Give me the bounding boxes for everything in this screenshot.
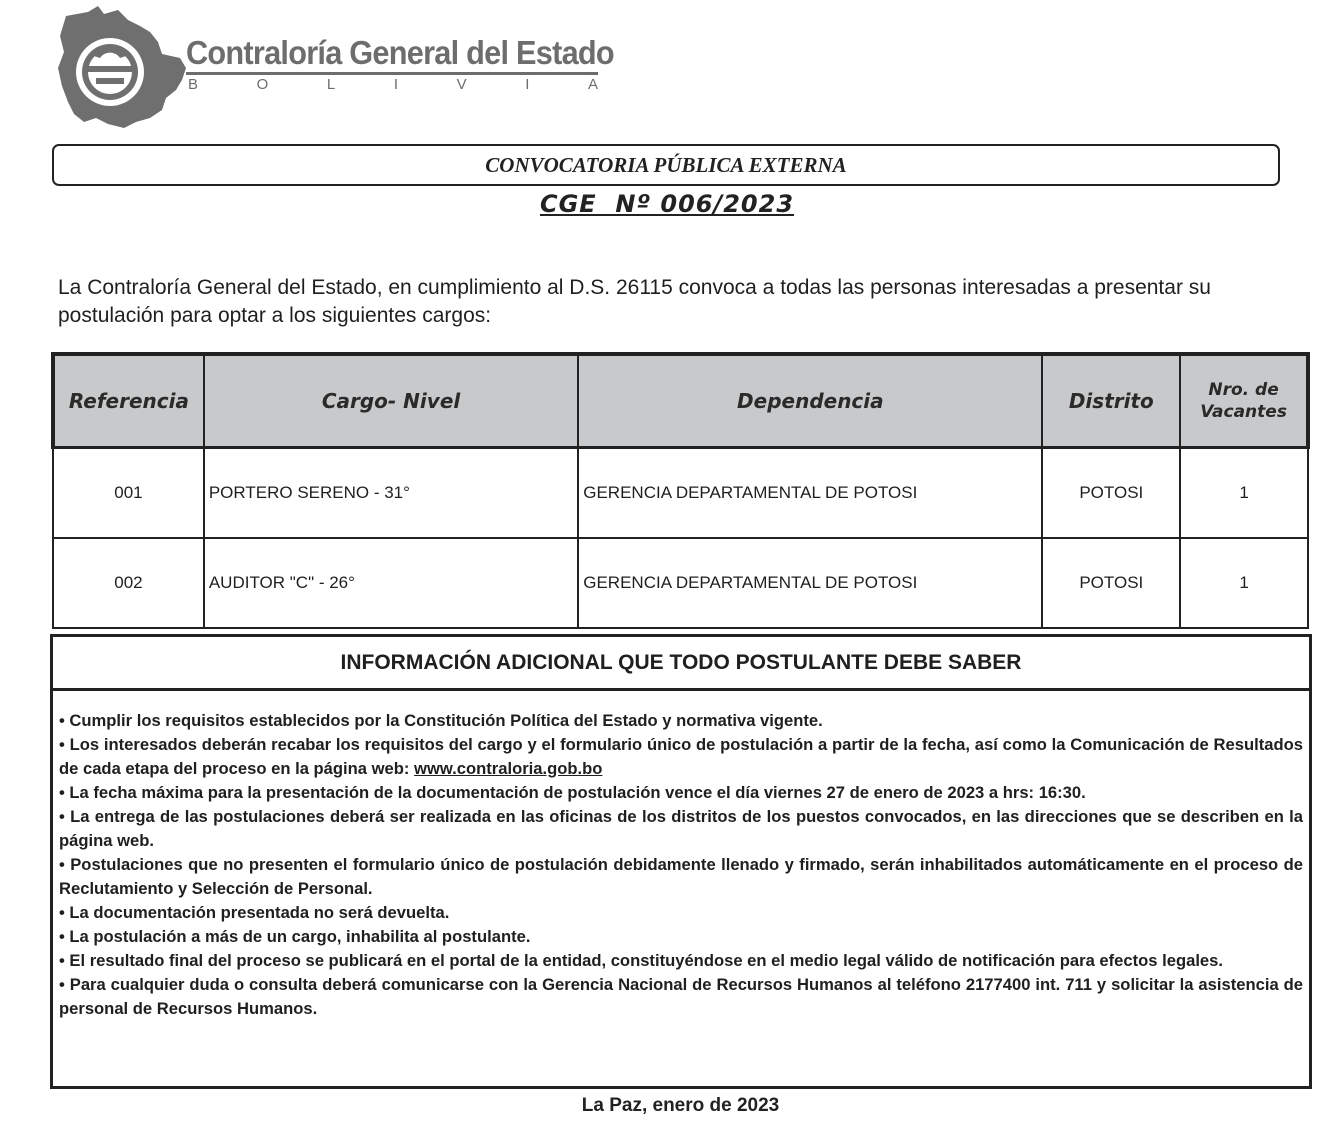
list-item <box>59 733 1303 781</box>
list-item: • La entrega de las postulaciones deberá ser realizada en las oficinas de los distritos de los puestos convocados, en las direcciones que se describen en la página web. <box>59 807 1303 850</box>
cell-dependencia: GERENCIA DEPARTAMENTAL DE POTOSI <box>578 538 1042 628</box>
logo-country <box>188 76 598 93</box>
cell-dependencia: GERENCIA DEPARTAMENTAL DE POTOSI <box>578 448 1042 539</box>
header-distrito: Distrito <box>1042 354 1180 448</box>
logo-letter: O <box>256 76 269 93</box>
additional-info-title: INFORMACIÓN ADICIONAL QUE TODO POSTULANTE DEBE SABER <box>53 637 1309 691</box>
additional-info-box <box>50 634 1312 1089</box>
logo-letter: I <box>525 76 530 93</box>
convocatoria-title-box <box>52 144 1280 186</box>
additional-info-list <box>53 691 1309 1021</box>
website-link[interactable]: www.contraloria.gob.bo <box>414 759 603 778</box>
convocatoria-number-text: CGE Nº 006/2023 <box>539 190 795 218</box>
list-item: • La documentación presentada no será devuelta. <box>59 903 450 922</box>
convocatoria-number <box>0 190 1334 218</box>
cell-distrito: POTOSI <box>1042 538 1180 628</box>
list-item: • El resultado final del proceso se publicará en el portal de la entidad, constituyéndose en el medio legal válido de notificación para efectos legales. <box>59 951 1224 970</box>
intro-paragraph: La Contraloría General del Estado, en cumplimiento al D.S. 26115 convoca a todas las personas interesadas a presentar su postulación para optar a los siguientes cargos: <box>58 276 1211 327</box>
list-item: • Para cualquier duda o consulta deberá comunicarse con la Gerencia Nacional de Recursos Humanos al teléfono 2177400 int. 711 y solicitar la asistencia de personal de Recursos Humanos. <box>59 975 1303 1018</box>
table-row <box>53 538 1308 628</box>
logo-letter: L <box>326 76 336 93</box>
cell-cargo: PORTERO SERENO - 31° <box>204 448 578 539</box>
convocatoria-title: CONVOCATORIA PÚBLICA EXTERNA <box>485 152 847 177</box>
logo-divider <box>186 72 598 75</box>
positions-table <box>51 352 1310 629</box>
logo-letter: A <box>587 76 598 93</box>
logo-letter: B <box>188 76 199 93</box>
header-vacantes: Nro. de Vacantes <box>1180 354 1308 448</box>
table-row <box>53 448 1308 539</box>
header-referencia: Referencia <box>53 354 204 448</box>
contraloria-logo <box>58 6 614 130</box>
cell-referencia: 002 <box>53 538 204 628</box>
cell-distrito: POTOSI <box>1042 448 1180 539</box>
list-item-text: • Los interesados deberán recabar los requisitos del cargo y el formulario único de postulación a partir de la fecha, así como la Comunicación de Resultados de cada etapa del proceso en la página web: <box>59 735 1303 778</box>
logo-title: Contraloría General del Estado <box>186 34 614 71</box>
place-date: La Paz, enero de 2023 <box>581 1095 780 1116</box>
list-item: • La postulación a más de un cargo, inhabilita al postulante. <box>59 927 531 946</box>
cell-vacantes: 1 <box>1180 538 1308 628</box>
list-item: • Cumplir los requisitos establecidos por la Constitución Política del Estado y normativa vigente. <box>59 711 823 730</box>
table-header-row <box>53 354 1308 448</box>
cell-cargo: AUDITOR "C" - 26° <box>204 538 578 628</box>
cell-vacantes: 1 <box>1180 448 1308 539</box>
header-dependencia: Dependencia <box>578 354 1042 448</box>
header-cargo-nivel: Cargo- Nivel <box>204 354 578 448</box>
logo-letter: V <box>456 76 467 93</box>
list-item: • La fecha máxima para la presentación de la documentación de postulación vence el día viernes 27 de enero de 2023 a hrs: 16:30. <box>59 783 1086 802</box>
list-item: • Postulaciones que no presenten el formulario único de postulación debidamente llenado y firmado, serán inhabilitados automáticamente en el proceso de Reclutamiento y Selección de Personal. <box>59 855 1303 898</box>
cell-referencia: 001 <box>53 448 204 539</box>
bolivia-map-seal-icon <box>58 6 188 130</box>
logo-letter: I <box>393 76 398 93</box>
